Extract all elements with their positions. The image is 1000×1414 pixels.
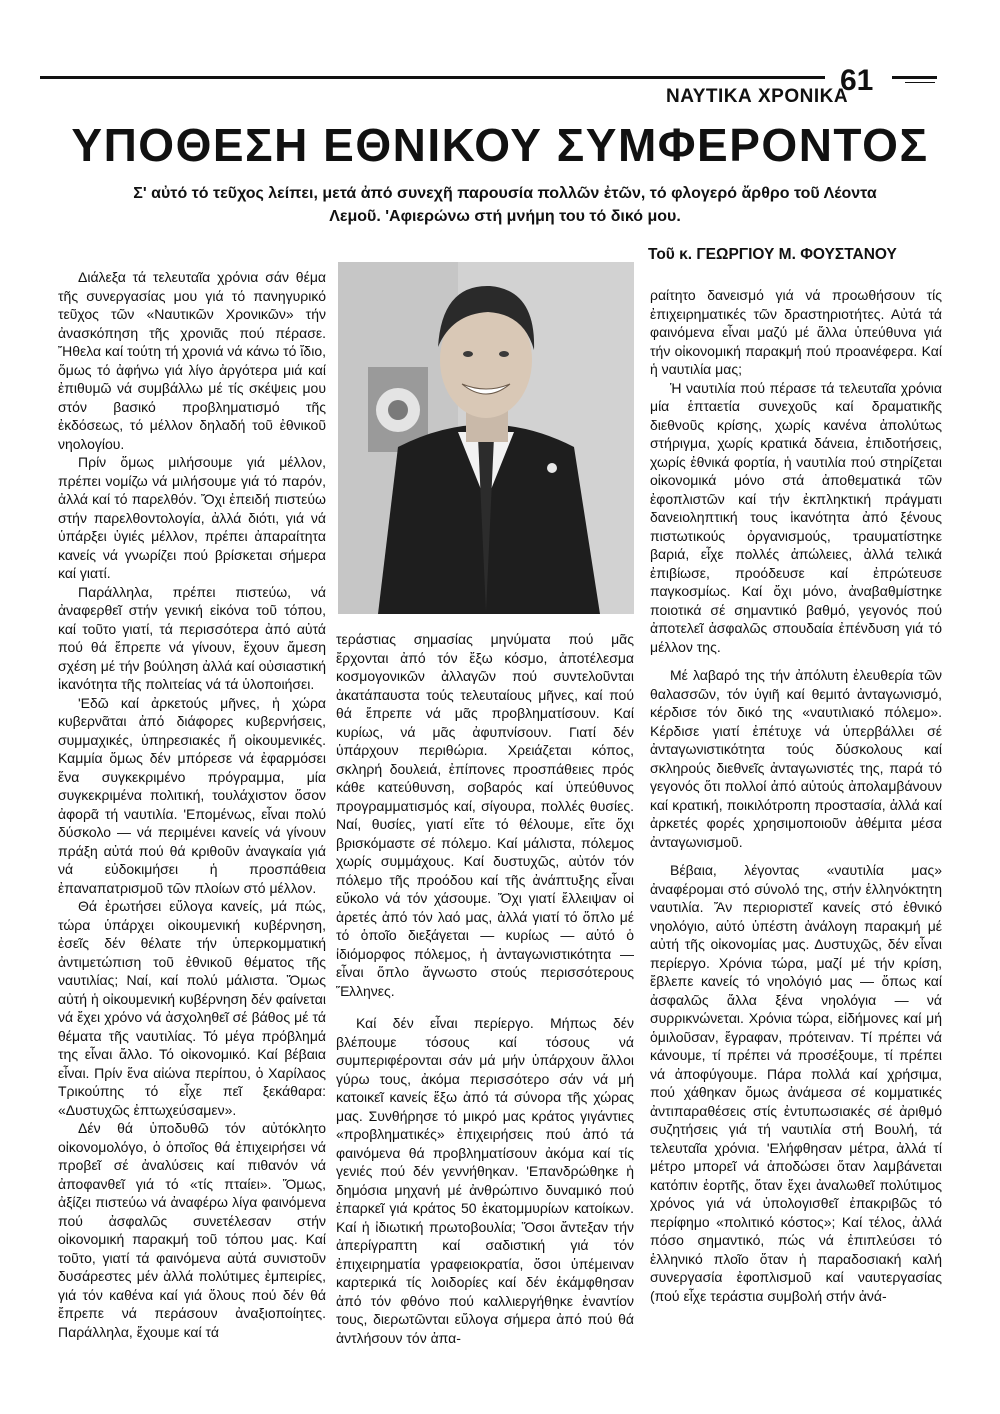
paragraph: Καί δέν εἶναι περίεργο. Μήπως δέν βλέπουμε τόσους καί τόσους νά συμπεριφέρονται σάν μά μήν ὑπάρχουν ἄλλοι γύρω τους, ἀκόμα περισσότερο σάν νά μή κατοικεῖ κανείς ἔξω ἀπό τά σύνορα τῆς χώρας μας. Συνθήρησε τό μικρό μας κράτος γιγάντιες «προβληματικές» ἐπιχειρήσεις πού ἀπό τά φαινόμενα θά προβληματίσουν ἀκόμα καί τίς γενιές πού δέν γεννήθηκαν. 'Επανδρώθηκε ἡ δημόσια μηχανή μέ ἀνθρώπινο δυναμικό πού ἐπαρκεῖ γιά κράτος 50 ἑκατομμυρίων κατοίκων. Καί ἡ ἰδιωτική πρωτοβουλία; Ὅσοι ἄντεξαν τήν ἀπερίγραπτη καί σαδιστική γιά τόν ἐπιχειρηματία γραφειοκρατία, ὅσοι ὑπέμειναν καρτερικά τίς λοιδορίες καί δέν ἐκάμφθησαν ἀπό τόν φθόνο πού καλλιεργήθηκε ἐναντίον τους, διερωτῶνται εὔλογα σήμερα ἀπό πού θά ἀντλήσουν τόν ἀπα-	[336, 1015, 634, 1346]
author-photo	[338, 262, 634, 614]
right-column	[650, 286, 942, 1401]
header-rule-right-thin	[905, 82, 935, 83]
paragraph: Πρίν ὅμως μιλήσουμε γιά μέλλον, πρέπει νομίζω νά μιλήσουμε γιά τό παρόν, ἀλλά καί τό παρελθόν. Ὄχι ἐπειδή πιστεύω στήν παρελθοντολογία, ἀλλά διότι, γιά νά ὑπάρξει ὑγιές μέλλον, πρέπει ἀπαραίτητα κανείς νά γνωρίζει πού βρίσκεται σήμερα καί γιατί.	[58, 454, 326, 581]
header-rule-right	[892, 76, 937, 79]
header-rule	[40, 76, 825, 79]
middle-column	[336, 630, 634, 1400]
paragraph: ραίτητο δανεισμό γιά νά προωθήσουν τίς ἐπιχειρηματικές τῶν δραστηριοτήτες. Αὐτά τά φαινόμενα εἶναι μαζύ μέ ἄλλα ὑπεύθυνα γιά τήν οἰκονομική παρακμή πού προανέφερα. Καί ἡ ναυτιλία μας;	[650, 287, 942, 377]
article-title: ΥΠΟΘΕΣΗ ΕΘΝΙΚΟΥ ΣΥΜΦΕΡΟΝΤΟΣ	[71, 119, 929, 171]
article-lead: Σ' αὐτό τό τεῦχος λείπει, μετά ἀπό συνεχῆ παρουσία πολλῶν ἐτῶν, τό φλογερό ἄρθρο τοῦ Λέοντα Λεμοῦ. 'Αφιερώνω στή μνήμη του τό δικό μου.	[133, 185, 877, 225]
article-byline: Τοῦ κ. ΓΕΩΡΓΙΟΥ Μ. ΦΟΥΣΤΑΝΟΥ	[648, 246, 897, 263]
page-number: 61	[840, 64, 874, 97]
paragraph: Μέ λαβαρό της τήν ἀπόλυτη ἐλευθερία τῶν θαλασσῶν, τόν ὑγιῆ καί θεμιτό ἀνταγωνισμό, κέρδισε τόν δικό της «ναυτιλιακό πόλεμο». Κέρδισε γιατί ἐπέτυχε νά ὑπερβάλλει σέ ἀνταγωνιστικότητα τούς δύσκολους καί σκληρούς διεθνεῖς ἀνταγωνιστές της, παρά τό γεγονός ὅτι πολλοί ἀπό αὐτούς ἀπολαμβάνουν καί κρατική, ποικιλότροπη προστασία, ἀλλά καί ἀρκετές φορές χρησιμοποιοῦν ἀθέμιτα μέσα ἀνταγωνισμοῦ.	[650, 667, 942, 850]
paragraph: Παράλληλα, πρέπει πιστεύω, νά ἀναφερθεῖ στήν γενική εἰκόνα τοῦ τόπου, καί τοῦτο γιατί, τά περισσότερα ἀπό αὐτά πού θά ἔπρεπε νά γίνουν, ἔχουν ἄμεση σχέση μέ τήν βούληση ἀλλά καί οὐσιαστική ἱκανότητα τῆς πολιτείας νά τά ὑλοποιήσει.	[58, 583, 326, 692]
portrait-illustration	[338, 262, 634, 614]
paragraph: Θά ἐρωτήσει εὔλογα κανείς, μά πώς, τώρα ὑπάρχει οἰκουμενική κυβέρνηση, ἐσεῖς δέν θέλατε τήν ὑπερκομματική ἀντιμετώπιση τοῦ ἐθνικοῦ θέματος τῆς ναυτιλίας; Ναί, καί πολύ μάλιστα. Ὅμως αὐτή ἡ οἰκουμενική κυβέρνηση δέν φαίνεται νά ἔχει χρόνο νά ἀσχοληθεῖ σέ βάθος μέ τά θέματα τῆς ναυτιλίας. Τό μέγα πρόβλημά της εἶναι ἄλλο. Τό οἰκονομικό. Καί βέβαια εἶναι. Πρίν ἕνα αἰώνα περίπου, ὁ Χαρίλαος Τρικούπης τό εἶχε πεῖ ξεκάθαρα: «Δυστυχῶς ἐπτωχεύσαμεν».	[58, 898, 326, 1118]
left-column	[58, 268, 326, 1398]
paragraph: τεράστιας σημασίας μηνύματα πού μᾶς ἔρχονται ἀπό τόν ἔξω κόσμο, ἀποτέλεσμα κοσμογονικῶν ἀλλαγῶν πού συντελοῦνται ἀκατάπαυστα τούς τελευταίους μῆνες, καί πού θά ἔπρεπε νά μᾶς προβληματίσουν. Καί κυρίως, νά μᾶς ἀφυπνίσουν. Γιατί δέν ὑπάρχουν περιθώρια. Χρειάζεται κόπος, σκληρή δουλειά, ἐπίπονες προσπάθειες πρός κάθε κατεύθυνση, σοβαρός καί ὑπεύθυνος προγραμματισμός καί, σίγουρα, πολλές θυσίες. Ναί, θυσίες, γιατί εἴτε τό θέλουμε, εἴτε ὄχι βρισκόμαστε σέ πόλεμο. Καί μάλιστα, πόλεμος χωρίς συμμάχους. Καί δυστυχῶς, αὐτόν τόν πόλεμο τῆς προόδου καί τῆς ἀνάπτυξης εἶναι εὔκολο νά τόν χάσουμε. Ὄχι γιατί ἔλλειψαν οἱ ἀρετές ἀπό τόν λαό μας, ἀλλά γιατί τό ὅπλο μέ τό ὁποῖο διεξάγεται — κυρίως — αὐτό ὁ ἰδιόμορφος πόλεμος, ἡ ἀνταγωνιστικότητα — εἶναι ὅπλο ἄγνωστο στούς περισσότερους Ἕλληνες.	[336, 631, 634, 999]
paragraph: Βέβαια, λέγοντας «ναυτιλία μας» ἀναφέρομαι στό σύνολό της, στήν ἑλληνόκτητη ναυτιλία. Ἄν περιοριστεῖ κανείς στό ἐθνικό νηολόγιο, αὐτό ὑπέστη ἀνάλογη παρακμή μέ αὐτή τῆς οἰκονομίας μας. Δυστυχῶς, δέν εἶναι περίεργο. Χρόνια τώρα, μαζί μέ τήν κρίση, ἔβλεπε κανείς τό νηολόγιό μας — ὅπως καί ἀσφαλῶς ἄλλα ξένα νηολόγια — νά συρρικνώνεται. Χρόνια τώρα, εἰδήμονες καί μή ὁμιλοῦσαν, ἔγραφαν, πρότειναν. Τί πρέπει νά κάνουμε, τί πρέπει νά προσέξουμε, τί πρέπει νά ἀποφύγουμε. Πάρα πολλά καί χρήσιμα, πού χάθηκαν ὅμως ἀνάμεσα σέ κομματικές ἀντιπαραθέσεις στίς ἐντυπωσιακές σέ ἀριθμό συζητήσεις γιά τή ναυτιλία στή Βουλή, τά τελευταῖα χρόνια. 'Ελήφθησαν μέτρα, ἀλλά τί μέτρο μπορεῖ νά ἀποδώσει ὅταν λαμβάνεται κατόπιν ἑορτῆς, ὅταν ἔχει ἀναλωθεῖ πολύτιμος χρόνος γιά νά ὑπολογισθεῖ ἐπακριβῶς τό περίφημο «πολιτικό κόστος»; Καί τέλος, ἀλλά πόσο σημαντικό, πώς νά ἐπιπλεύσει τό ἑλληνικό πλοῖο ὅταν ἡ παραδοσιακή καλή συνεργασία ἐφοπλισμοῦ καί ναυτεργασίας (πού εἶχε τεράστια συμβολή στήν ἀνά-	[650, 862, 942, 1304]
paragraph: Ἡ ναυτιλία πού πέρασε τά τελευταῖα χρόνια μία ἑπταετία συνεχοῦς καί δραματικῆς διεθνοῦς κρίσης, χωρίς κανένα ἀπολύτως στήριγμα, χωρίς κρατικά δάνεια, ἐπιδοτήσεις, χωρίς ἐθνικά φορτία, ἡ ναυτιλία πού στηρίζεται οἰκονομικά μόνο στά ἀποθεματικά τῶν ἐφοπλιστῶν καί τήν ἐκπληκτική πράγματι δανειοληπτική τους ἱκανότητα ἀπό ξένους πιστωτικούς ὀργανισμούς, τραυματίστηκε βαριά, εἶχε πολλές ἀπώλειες, ἀλλά τελικά ἐπιβίωσε, προόδευσε καί ἐπρώτευσε παγκοσμίως. Καί ὄχι μόνο, ἀναβαθμίστηκε ποιοτικά σέ σημαντικό βαθμό, γεγονός πού ἀποτελεῖ ἀσφαλῶς σπουδαία ἐπένδυση γιά τό μέλλον της.	[650, 379, 942, 655]
magazine-name: ΝΑΥΤΙΚΑ ΧΡΟΝΙΚΑ	[666, 86, 849, 107]
paragraph: Δέν θά ὑποδυθῶ τόν αὐτόκλητο οἰκονομολόγο, ὁ ὁποῖος θά ἐπιχειρήσει νά προβεῖ σέ ἀναλύσεις καί πιθανόν νά ἀποφανθεῖ γιά τό «τίς πταίει». Ὅμως, ἀξίζει πιστεύω νά ἀναφέρω λίγα φαινόμενα πού ἀσφαλῶς συνετέλεσαν στήν οἰκονομική παρακμή τοῦ τόπου μας. Καί τοῦτο, γιατί τά φαινόμενα αὐτά συνιστοῦν δυσάρεστες μέν ἀλλά πολύτιμες ἐμπειρίες, γιά τόν καθένα καί γιά ὅλους πού δέν θά ἔπρεπε νά περάσουν ἀναξιοποίητες. Παράλληλα, ἔχουμε καί τά	[58, 1120, 326, 1340]
paragraph: Διάλεξα τά τελευταῖα χρόνια σάν θέμα τῆς συνεργασίας μου γιά τό πανηγυρικό τεῦχος τῶν «Ναυτικῶν Χρονικῶν» τήν ἀνασκόπηση τῆς χρονιᾶς πού πέρασε. Ἤθελα καί τούτη τή χρονιά νά κάνω τό ἴδιο, ὅμως τό ἀφήνω γιά λίγο ἀργότερα μιά καί ἐπιθυμῶ νά συμβάλλω μέ τίς σκέψεις μου στόν βασικό προβληματισμό τῆς ἐκδόσεως, τό μέλλον δηλαδή τοῦ ἐθνικοῦ νηολογίου.	[58, 269, 326, 452]
paragraph: 'Εδῶ καί ἀρκετούς μῆνες, ἡ χώρα κυβερνᾶται ἀπό διάφορες κυβερνήσεις, συμμαχικές, ὑπηρεσιακές ἤ οἰκουμενικές. Καμμία ὅμως δέν μπόρεσε νά ἐφαρμόσει ἕνα συγκεκριμένο πρόγραμμα, μία συγκεκριμένα πολιτική, τουλάχιστον ὅσον ἀφορᾶ τή ναυτιλία. 'Επομένως, εἶναι πολύ δύσκολο — νά περιμένει κανείς νά γίνουν πράξη αὐτά πού θά κριθοῦν ἀναγκαία γιά νά εὐδοκιμήσει ἡ προσπάθεια ἐπαναπατρισμοῦ τῶν πλοίων στό μέλλον.	[58, 694, 326, 896]
